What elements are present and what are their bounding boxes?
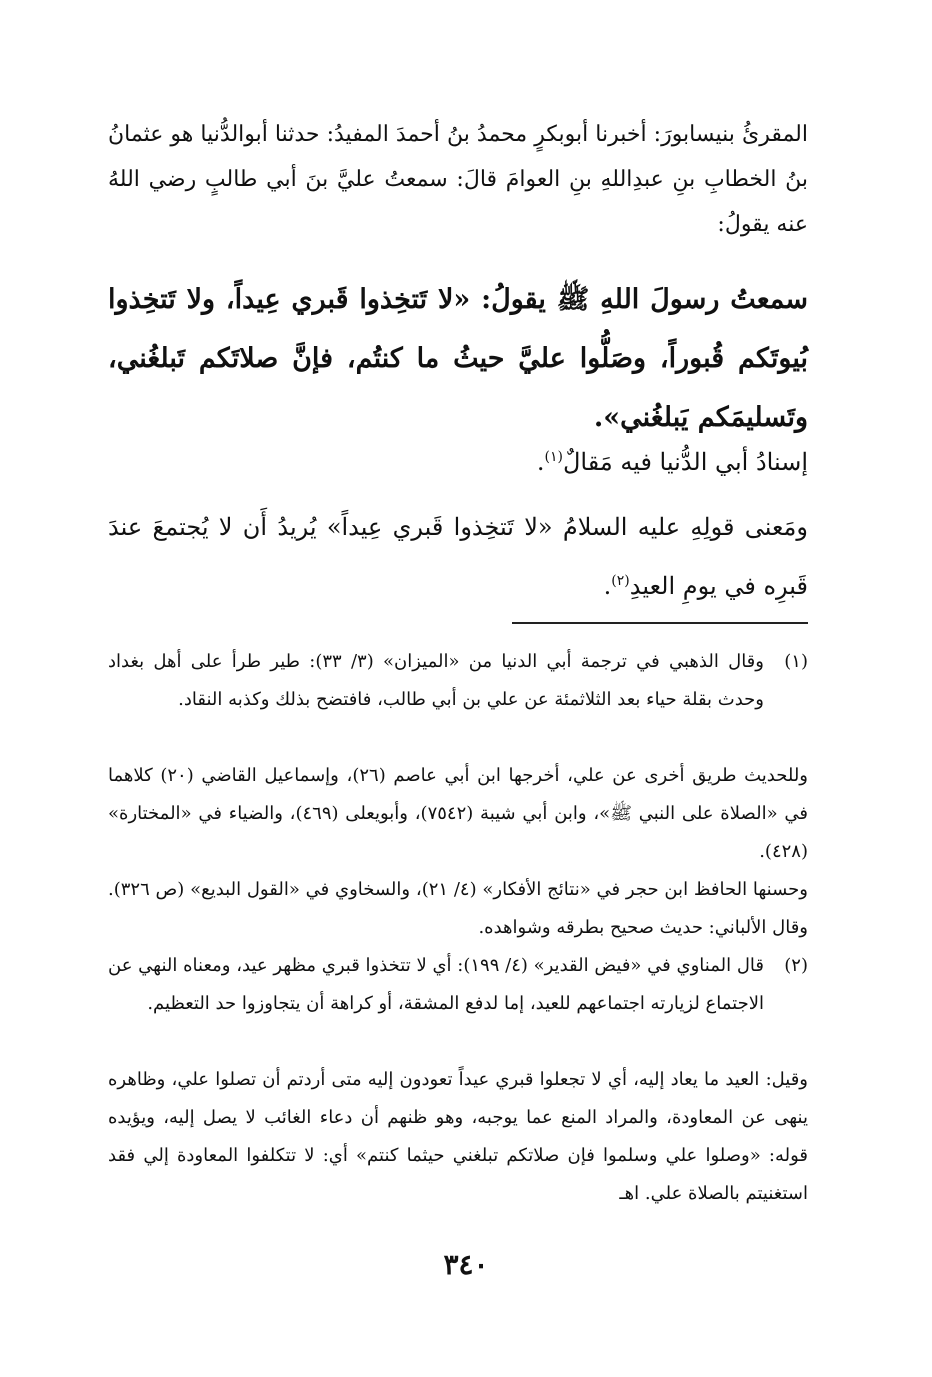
isnad-paragraph: المقرئُ بنيسابورَ: أخبرنا أبوبكرٍ محمدُ بنُ أحمدَ المفيدُ: حدثنا أبوالدُّنيا هو عثمانُ بنُ الخطابِ بنِ عبدِاللهِ بنِ العوامَ قالَ: سمعتُ عليَّ بنَ أبي طالبٍ رضي اللهُ عنه يقولُ: <box>108 122 808 237</box>
footnote-1-number: (١) <box>784 651 808 672</box>
meaning-text: ومَعنى قولِهِ عليه السلامُ «لا تَتخِذوا قَبري عِيداً» يُريدُ أَن لا يُجتمعَ عندَ قَبرِه في يومِ العيدِ <box>108 513 808 600</box>
footnote-2 <box>108 947 808 1023</box>
footnote-1 <box>108 643 808 719</box>
meaning-paragraph: ومَعنى قولِهِ عليه السلامُ «لا تَتخِذوا قَبري عِيداً» يُريدُ أَن لا يُجتمعَ عندَ قَبرِه في يومِ العيدِ$^{(٢)}$. <box>108 513 808 600</box>
footnote-1-continued-2 <box>108 871 808 947</box>
isnad-note-text: إسنادُ أبي الدُّنيا فيه مَقالٌ <box>562 448 808 476</box>
footnote-separator <box>512 622 808 624</box>
footnote-1-para-2: وللحديث طريق أخرى عن علي، أخرجها ابن أبي عاصم (٢٦)، وإسماعيل القاضي (٢٠) كلاهما في «الصلاة على النبي ﷺ»، وابن أبي شيبة (٧٥٤٢)، وأبويعلى (٤٦٩)، والضياء في «المختارة» (٤٢٨). <box>108 765 809 862</box>
footnote-2-para-1: قال المناوي في «فيض القدير» (٤/ ١٩٩): أي لا تتخذوا قبري مظهر عيد، ومعناه النهي عن الاجتماع لزيارته اجتماعهم للعيد، إما لدفع المشقة، أو كراهة أن يتجاوزوا حد التعظيم. <box>108 955 764 1014</box>
page-number: ٣٤٠ <box>443 1248 489 1281</box>
footnote-1-para-1: وقال الذهبي في ترجمة أبي الدنيا من «الميزان» (٣/ ٣٣): طير طرأ على أهل بغداد وحدث بقلة حياء بعد الثلاثمئة عن علي بن أبي طالب، فافتضح بذلك وكذبه النقاد. <box>108 651 764 710</box>
footnote-2-number: (٢) <box>784 955 808 976</box>
footnote-ref-2[interactable]: (٢) <box>611 573 630 589</box>
footnote-ref-1[interactable]: (١) <box>544 449 563 465</box>
footnote-1-continued <box>108 757 808 871</box>
footnote-1-para-3: وحسنها الحافظ ابن حجر في «نتائج الأفكار» (٤/ ٢١)، والسخاوي في «القول البديع» (ص ٣٢٦). وقال الألباني: حديث صحيح بطرقه وشواهده. <box>108 879 808 938</box>
isnad-note: إسنادُ أبي الدُّنيا فيه مَقالٌ$^{(١)}$. <box>536 448 808 476</box>
footnote-2-para-2: وقيل: العيد ما يعاد إليه، أي لا تجعلوا قبري عيداً تعودون إليه متى أردتم أن تصلوا علي، وظاهره ينهى عن المعاودة، والمراد المنع عما يوجبه، وهو ظنهم أن دعاء الغائب لا يصل إليه، ويؤيده قوله: «وصلوا علي وسلموا فإن صلاتكم تبلغني حيثما كنتم» أي: لا تتكلفوا المعاودة إلي فقد استغنيتم بالصلاة علي. اهـ <box>108 1069 808 1204</box>
footnote-2-continued <box>108 1061 808 1213</box>
hadith-text: سمعتُ رسولَ اللهِ ﷺ يقولُ: «لا تَتخِذوا قَبري عِيداً، ولا تَتخِذوا بُيوتَكم قُبوراً، وصَلُّوا عليَّ حيثُ ما كنتُم، فإنَّ صلاتَكم تَبلغُني، وتَسليمَكم يَبلغُني». <box>108 284 808 433</box>
